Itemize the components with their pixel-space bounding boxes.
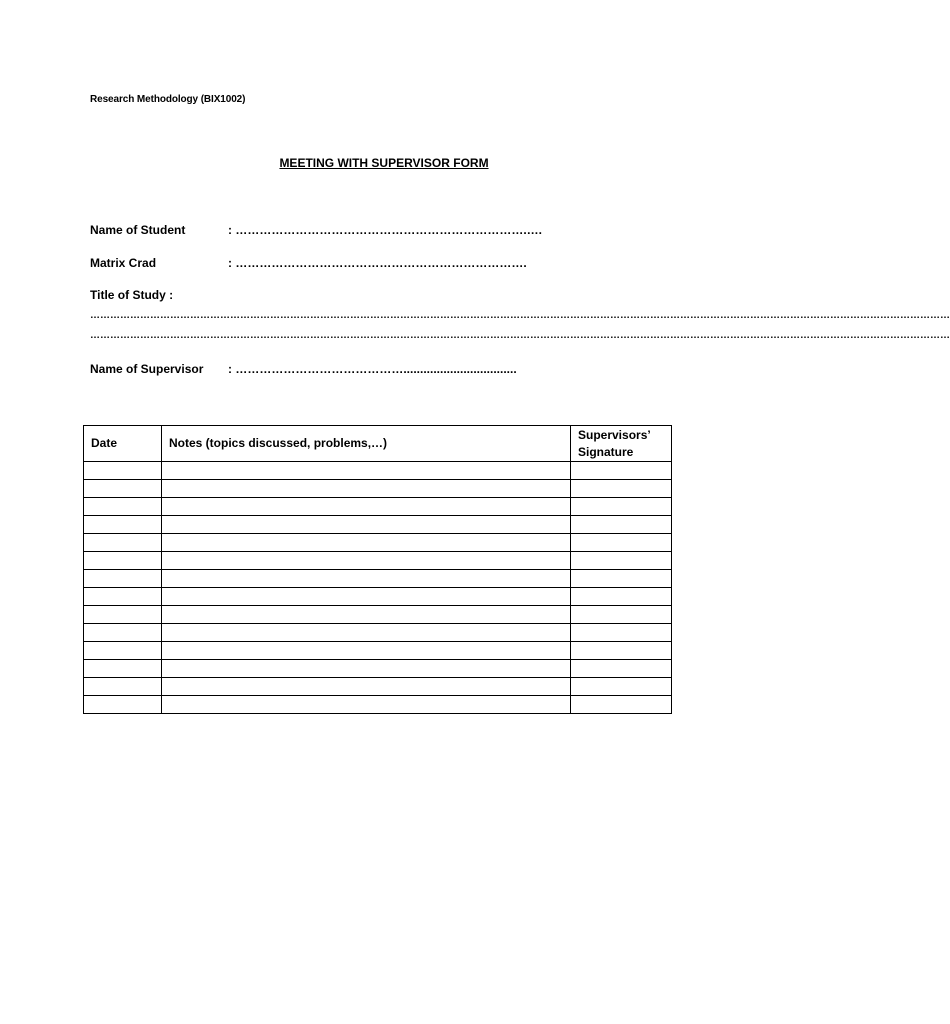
date-cell[interactable] xyxy=(84,660,162,678)
table-row xyxy=(84,498,672,516)
notes-column-header: Notes (topics discussed, problems,…) xyxy=(162,426,571,462)
date-cell[interactable] xyxy=(84,534,162,552)
matrix-card-field[interactable]: : ………………………………………………………………. xyxy=(228,256,527,270)
signature-cell[interactable] xyxy=(571,570,672,588)
signature-cell[interactable] xyxy=(571,660,672,678)
date-cell[interactable] xyxy=(84,588,162,606)
supervisor-name-label: Name of Supervisor xyxy=(90,362,204,376)
signature-cell[interactable] xyxy=(571,606,672,624)
supervisor-name-field[interactable]: : …………………………………….................................. xyxy=(228,362,517,376)
date-column-header: Date xyxy=(84,426,162,462)
signature-cell[interactable] xyxy=(571,516,672,534)
notes-cell[interactable] xyxy=(162,660,571,678)
notes-cell[interactable] xyxy=(162,534,571,552)
table-row xyxy=(84,696,672,714)
study-title-label: Title of Study : xyxy=(90,288,174,302)
meeting-log-table xyxy=(83,425,672,714)
signature-cell[interactable] xyxy=(571,534,672,552)
notes-cell[interactable] xyxy=(162,606,571,624)
signature-header-line-2: Signature xyxy=(578,444,634,459)
notes-cell[interactable] xyxy=(162,588,571,606)
date-cell[interactable] xyxy=(84,516,162,534)
study-title-line-2[interactable]: …………………………………………………………………………………………………………………………………………………………………………………………………………………………………… xyxy=(90,330,950,341)
signature-cell[interactable] xyxy=(571,480,672,498)
signature-cell[interactable] xyxy=(571,624,672,642)
date-cell[interactable] xyxy=(84,642,162,660)
notes-cell[interactable] xyxy=(162,552,571,570)
study-title-line-1[interactable]: …………………………………………………………………………………………………………………………………………………………………………………………………………………………………… xyxy=(90,310,950,321)
date-cell[interactable] xyxy=(84,624,162,642)
course-title: Research Methodology (BIX1002) xyxy=(90,94,246,105)
date-cell[interactable] xyxy=(84,462,162,480)
signature-cell[interactable] xyxy=(571,696,672,714)
table-row xyxy=(84,534,672,552)
table-row xyxy=(84,552,672,570)
matrix-card-label: Matrix Crad xyxy=(90,256,157,270)
date-cell[interactable] xyxy=(84,696,162,714)
notes-cell[interactable] xyxy=(162,570,571,588)
table-header-row xyxy=(84,426,672,462)
signature-cell[interactable] xyxy=(571,462,672,480)
table-row xyxy=(84,606,672,624)
table-row xyxy=(84,516,672,534)
notes-cell[interactable] xyxy=(162,642,571,660)
date-cell[interactable] xyxy=(84,678,162,696)
table-row xyxy=(84,588,672,606)
signature-cell[interactable] xyxy=(571,552,672,570)
date-cell[interactable] xyxy=(84,480,162,498)
table-row xyxy=(84,678,672,696)
notes-cell[interactable] xyxy=(162,696,571,714)
notes-cell[interactable] xyxy=(162,678,571,696)
signature-cell[interactable] xyxy=(571,642,672,660)
student-name-field[interactable]: : ……………………………………………………………….…. xyxy=(228,223,542,237)
table-row xyxy=(84,462,672,480)
signature-column-header xyxy=(571,426,672,462)
date-cell[interactable] xyxy=(84,498,162,516)
date-cell[interactable] xyxy=(84,570,162,588)
table-row xyxy=(84,660,672,678)
table-row xyxy=(84,570,672,588)
notes-cell[interactable] xyxy=(162,462,571,480)
student-name-label: Name of Student xyxy=(90,223,186,237)
signature-cell[interactable] xyxy=(571,678,672,696)
table-row xyxy=(84,624,672,642)
form-title: MEETING WITH SUPERVISOR FORM xyxy=(279,156,489,170)
signature-header-line-1: Supervisors’ xyxy=(578,427,651,442)
date-cell[interactable] xyxy=(84,606,162,624)
notes-cell[interactable] xyxy=(162,624,571,642)
date-cell[interactable] xyxy=(84,552,162,570)
signature-cell[interactable] xyxy=(571,498,672,516)
notes-cell[interactable] xyxy=(162,516,571,534)
table-row xyxy=(84,642,672,660)
signature-cell[interactable] xyxy=(571,588,672,606)
notes-cell[interactable] xyxy=(162,498,571,516)
table-row xyxy=(84,480,672,498)
notes-cell[interactable] xyxy=(162,480,571,498)
